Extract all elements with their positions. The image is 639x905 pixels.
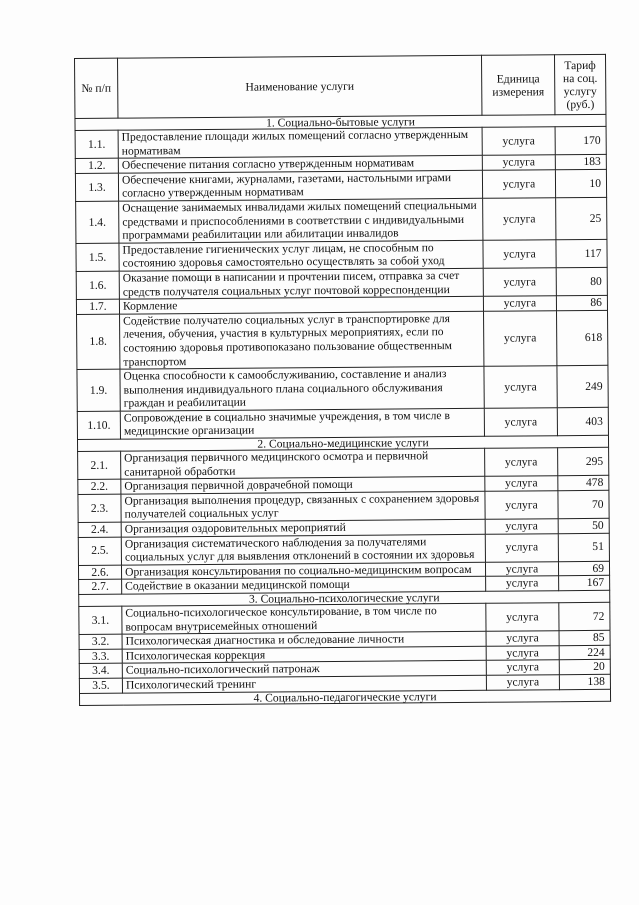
row-number: 1.9.: [77, 369, 120, 411]
row-number: 3.3.: [79, 649, 122, 664]
header-num: № п/п: [75, 58, 118, 118]
unit-of-measure: услуга: [485, 519, 558, 534]
header-tariff: Тариф на соц. услугу (руб.): [554, 54, 605, 114]
tariff-value: 183: [555, 155, 606, 170]
unit-of-measure: услуга: [485, 533, 558, 562]
row-number: 1.7.: [76, 299, 119, 314]
tariff-value: 618: [556, 310, 607, 366]
table-row: [75, 126, 606, 158]
tariff-value: 249: [557, 365, 608, 407]
unit-of-measure: услуга: [483, 310, 556, 366]
header-name: Наименование услуги: [118, 55, 482, 118]
service-name: Организация оздоровительных мероприятий: [121, 519, 485, 536]
row-number: 2.4.: [78, 522, 121, 537]
table-row: [75, 169, 606, 201]
row-number: 1.8.: [77, 314, 120, 370]
service-name: Обеспечение питания согласно утвержденным нормативам: [118, 155, 482, 172]
service-name: Социально-психологический патронаж: [122, 661, 486, 678]
unit-of-measure: услуга: [483, 198, 556, 240]
unit-of-measure: услуга: [485, 476, 558, 491]
row-number: 2.3.: [78, 494, 121, 523]
row-number: 1.6.: [76, 271, 119, 300]
service-name: Организация первичного медицинского осмотра и первичной санитарной обработки: [121, 448, 485, 479]
tariff-value: 170: [555, 126, 606, 155]
row-number: 1.5.: [76, 243, 119, 272]
table-row: [79, 602, 610, 634]
tariff-value: 167: [559, 576, 610, 591]
tariff-value: 295: [558, 447, 609, 476]
section-title: 2. Социально-медицинские услуги: [77, 435, 608, 451]
tariff-value: 86: [556, 295, 607, 310]
unit-of-measure: услуга: [486, 660, 559, 675]
table-row: [77, 407, 608, 439]
unit-of-measure: услуга: [482, 155, 555, 170]
header-unit: Единица измерения: [481, 55, 554, 116]
tariff-value: 138: [559, 674, 610, 689]
row-number: 2.2.: [78, 479, 121, 494]
unit-of-measure: услуга: [486, 675, 559, 690]
unit-of-measure: услуга: [485, 491, 558, 520]
row-number: 1.2.: [75, 158, 118, 173]
row-number: 1.3.: [75, 173, 118, 202]
tariff-value: 51: [558, 533, 609, 562]
unit-of-measure: услуга: [485, 448, 558, 477]
service-name: Оказание помощи в написании и прочтении писем, отправка за счет средств получателя социальных услуг почтовой корреспонденции: [119, 268, 483, 299]
table-row: [77, 310, 608, 370]
table-row: [77, 365, 608, 411]
service-name: Содействие получателю социальных услуг в транспортировке для лечения, обучения, участия в культурных мероприятиях, если по состоянию здоровья противопоказано пользование общественным транспортом: [120, 311, 484, 369]
tariff-value: 478: [558, 476, 609, 491]
service-name: Психологическая диагностика и обследование личности: [122, 631, 486, 648]
unit-of-measure: услуга: [486, 576, 559, 591]
section-title: 1. Социально-бытовые услуги: [75, 114, 606, 130]
table-row: [76, 239, 607, 271]
unit-of-measure: услуга: [486, 603, 559, 632]
unit-of-measure: услуга: [482, 127, 555, 156]
row-number: 2.5.: [78, 537, 121, 566]
unit-of-measure: услуга: [483, 239, 556, 268]
table-row: [78, 490, 609, 522]
unit-of-measure: услуга: [483, 296, 556, 311]
row-number: 3.1.: [79, 606, 122, 635]
tariff-value: 403: [557, 407, 608, 436]
unit-of-measure: услуга: [483, 268, 556, 297]
table-row: [78, 533, 609, 565]
row-number: 2.7.: [79, 580, 122, 595]
tariff-value: 72: [559, 602, 610, 631]
unit-of-measure: услуга: [482, 170, 555, 199]
tariff-value: 69: [558, 561, 609, 576]
service-name: Организация первичной доврачебной помощи: [121, 477, 485, 494]
row-number: 3.4.: [79, 664, 122, 679]
row-number: 1.10.: [77, 411, 120, 440]
section-title: 3. Социально-психологические услуги: [79, 590, 610, 606]
tariff-value: 50: [558, 518, 609, 533]
unit-of-measure: услуга: [486, 631, 559, 646]
tariff-value: 85: [559, 630, 610, 645]
service-name: Психологический тренинг: [122, 675, 486, 692]
service-name: Оснащение занимаемых инвалидами жилых помещений специальными средствами и приспособлениями в соответствии с индивидуальными программами реабилитации или абилитации инвалидов: [119, 198, 483, 243]
row-number: 2.6.: [78, 565, 121, 580]
tariff-value: 224: [559, 645, 610, 660]
tariff-table: [74, 54, 611, 706]
service-name: Социально-психологическое консультирование, в том числе по вопросам внутрисемейных отношений: [122, 603, 486, 634]
table-header-row: [75, 54, 606, 118]
unit-of-measure: услуга: [485, 562, 558, 577]
row-number: 1.4.: [76, 201, 119, 243]
service-name: Психологическая коррекция: [122, 646, 486, 663]
section-title: 4. Социально-педагогические услуги: [79, 689, 610, 705]
service-name: Кормление: [119, 296, 483, 313]
table-row: [76, 197, 607, 243]
tariff-value: 20: [559, 660, 610, 675]
tariff-value: 80: [556, 267, 607, 296]
tariff-table-scan: [74, 54, 611, 706]
tariff-value: 25: [556, 197, 607, 239]
unit-of-measure: услуга: [484, 366, 557, 408]
service-name: Обеспечение книгами, журналами, газетами, настольными играми согласно утвержденным нормативам: [118, 170, 482, 201]
table-row: [78, 447, 609, 479]
tariff-value: 10: [555, 169, 606, 198]
row-number: 3.5.: [79, 678, 122, 693]
table-body: [75, 114, 611, 705]
table-row: [76, 267, 607, 299]
unit-of-measure: услуга: [484, 408, 557, 437]
service-name: Организация консультирования по социально-медицинским вопросам: [121, 562, 485, 579]
service-name: Предоставление площади жилых помещений согласно утвержденным нормативам: [118, 127, 482, 158]
row-number: 3.2.: [79, 634, 122, 649]
row-number: 1.1.: [75, 130, 118, 159]
row-number: 2.1.: [78, 451, 121, 480]
service-name: Предоставление гигиенических услуг лицам, не способным по состоянию здоровья самостоятельно осуществлять за собой уход: [119, 240, 483, 271]
service-name: Организация систематического наблюдения за получателями социальных услуг для выявления отклонений в состоянии их здоровья: [121, 534, 485, 565]
tariff-value: 70: [558, 490, 609, 519]
tariff-value: 117: [556, 239, 607, 268]
service-name: Оценка способности к самообслуживанию, составление и анализ выполнения индивидуального плана социального обслуживания граждан и реабилитации: [120, 366, 484, 411]
unit-of-measure: услуга: [486, 645, 559, 660]
service-name: Сопровождение в социально значимые учреждения, в том числе в медицинские организации: [120, 408, 484, 439]
service-name: Организация выполнения процедур, связанных с сохранением здоровья получателей социальных услуг: [121, 491, 485, 522]
service-name: Содействие в оказании медицинской помощи: [122, 577, 486, 594]
